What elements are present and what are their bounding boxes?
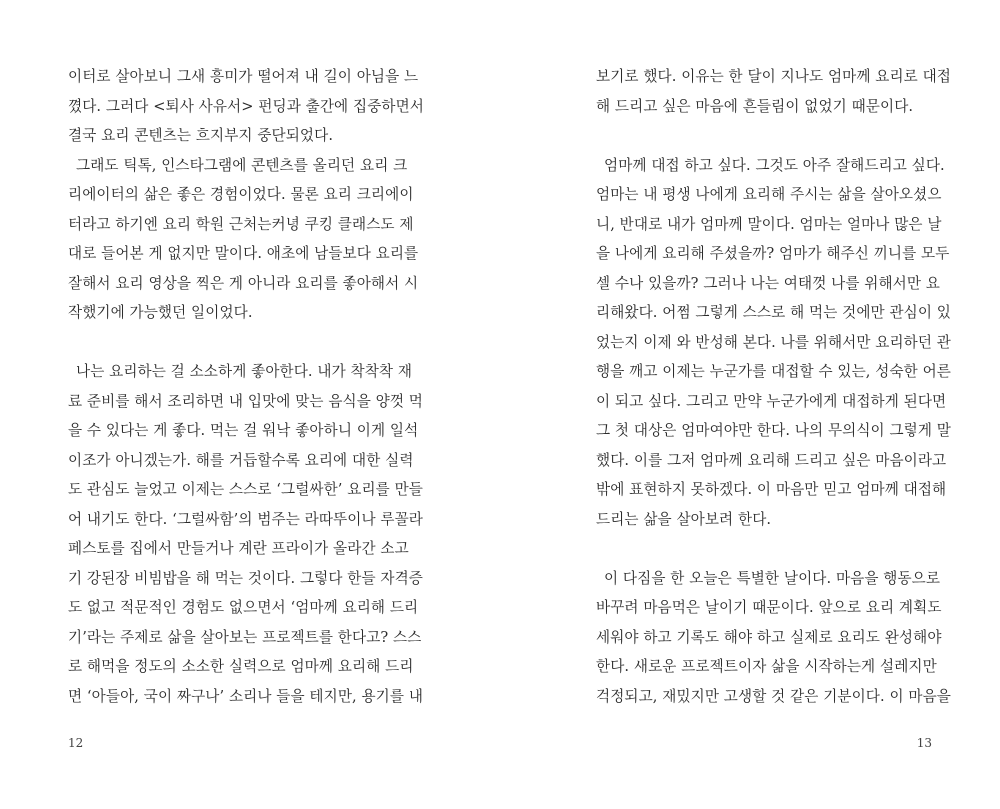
text-line: 리해왔다. 어쩜 그렇게 스스로 해 먹는 것에만 관심이 있 — [596, 304, 951, 321]
text-line: 대로 들어본 게 없지만 말이다. 애초에 남들보다 요리를 — [68, 245, 419, 262]
text-line: 보기로 했다. 이유는 한 달이 지나도 엄마께 요리로 대접 — [596, 68, 951, 85]
text-line: 해 드리고 싶은 마음에 흔들림이 없었기 때문이다. — [596, 97, 914, 115]
text-line: 엄마께 대접 하고 싶다. 그것도 아주 잘해드리고 싶다. — [604, 156, 945, 174]
text-line: 걱정되고, 재밌지만 고생할 것 같은 기분이다. 이 마음을 — [596, 687, 951, 705]
text-line: 을 나에게 요리해 주셨을까? 엄마가 해주신 끼니를 모두 — [596, 245, 950, 262]
text-line: 어 내기도 한다. ‘그럴싸함’의 범주는 라따뚜이나 루꼴라 — [68, 510, 423, 528]
text-line: 로 해먹을 정도의 소소한 실력으로 엄마께 요리해 드리 — [68, 658, 414, 675]
left-page-number: 12 — [68, 736, 84, 750]
text-line: 었는지 이제 와 반성해 본다. 나를 위해서만 요리하던 관 — [596, 333, 951, 351]
left-page-body — [68, 62, 424, 711]
text-line: 페스토를 집에서 만들거나 계란 프라이가 올라간 소고 — [68, 540, 409, 557]
text-line: 도 없고 적문적인 경험도 없으면서 ‘엄마께 요리해 드리 — [68, 599, 419, 616]
text-line: 기’라는 주제로 삶을 살아보는 프로젝트를 한다고? 스스 — [68, 628, 422, 646]
text-line: 한다. 새로운 프로젝트이자 삶을 시작하는게 설레지만 — [596, 658, 937, 675]
text-line: 을 수 있다는 게 좋다. 먹는 걸 워낙 좋아하니 이게 일석 — [68, 422, 419, 439]
text-line: 세워야 하고 기록도 해야 하고 실제로 요리도 완성해야 — [596, 628, 942, 646]
text-line: 드리는 삶을 살아보려 한다. — [596, 510, 772, 528]
text-line: 작했기에 가능했던 일이었다. — [68, 304, 253, 321]
text-line: 바꾸려 마음먹은 날이기 때문이다. 앞으로 요리 계획도 — [596, 599, 942, 616]
text-line: 잘해서 요리 영상을 찍은 게 아니라 요리를 좋아해서 시 — [68, 274, 419, 292]
text-line: 했다. 이를 그저 엄마께 요리해 드리고 싶은 마음이라고 — [596, 451, 947, 469]
text-line: 그 첫 대상은 엄마여야만 한다. 나의 무의식이 그렇게 말 — [596, 422, 951, 439]
text-line: 이 되고 싶다. 그리고 만약 누군가에게 대접하게 된다면 — [596, 392, 947, 410]
right-page — [500, 0, 1000, 809]
text-line: 밖에 표현하지 못하겠다. 이 마음만 믿고 엄마께 대접해 — [596, 481, 947, 498]
text-line: 니, 반대로 내가 엄마께 말이다. 엄마는 얼마나 많은 날 — [596, 215, 942, 233]
text-line: 엄마는 내 평생 나에게 요리해 주시는 삶을 살아오셨으 — [596, 186, 942, 203]
text-line: 기 강된장 비빔밥을 해 먹는 것이다. 그렇다 한들 자격증 — [68, 569, 423, 587]
paragraph-gap — [596, 121, 934, 151]
text-line: 꼈다. 그러다 <퇴사 사유서> 펀딩과 출간에 집중하면서 — [68, 97, 424, 115]
text-line: 나는 요리하는 걸 소소하게 좋아한다. 내가 착착착 재 — [76, 363, 413, 380]
right-page-number: 13 — [916, 736, 932, 750]
text-line: 료 준비를 해서 조리하면 내 입맛에 맞는 음식을 양껏 먹 — [68, 392, 423, 410]
text-line: 도 관심도 늘었고 이제는 스스로 ‘그럴싸한’ 요리를 만들 — [68, 481, 423, 498]
text-line: 터라고 하기엔 요리 학원 근처는커녕 쿠킹 클래스도 제 — [68, 215, 414, 233]
text-line: 이 다짐을 한 오늘은 특별한 날이다. 마음을 행동으로 — [604, 569, 941, 587]
text-line: 면 ‘아들아, 국이 짜구나’ 소리나 들을 테지만, 용기를 내 — [68, 687, 424, 705]
paragraph-gap — [68, 328, 406, 358]
paragraph-gap — [596, 534, 934, 564]
text-line: 행을 깨고 이제는 누군가를 대접할 수 있는, 성숙한 어른 — [596, 363, 951, 380]
text-line: 이조가 아니겠는가. 해를 거듭할수록 요리에 대한 실력 — [68, 451, 414, 469]
text-line: 그래도 틱톡, 인스타그램에 콘텐츠를 올리던 요리 크 — [76, 156, 408, 174]
text-line: 이터로 살아보니 그새 흥미가 떨어져 내 길이 아님을 느 — [68, 68, 419, 85]
right-page-body — [596, 62, 951, 711]
text-line: 결국 요리 콘텐츠는 흐지부지 중단되었다. — [68, 127, 334, 144]
text-line: 리에이터의 삶은 좋은 경험이었다. 물론 요리 크리에이 — [68, 186, 414, 203]
text-line: 셀 수나 있을까? 그러나 나는 여태껏 나를 위해서만 요 — [596, 274, 940, 292]
